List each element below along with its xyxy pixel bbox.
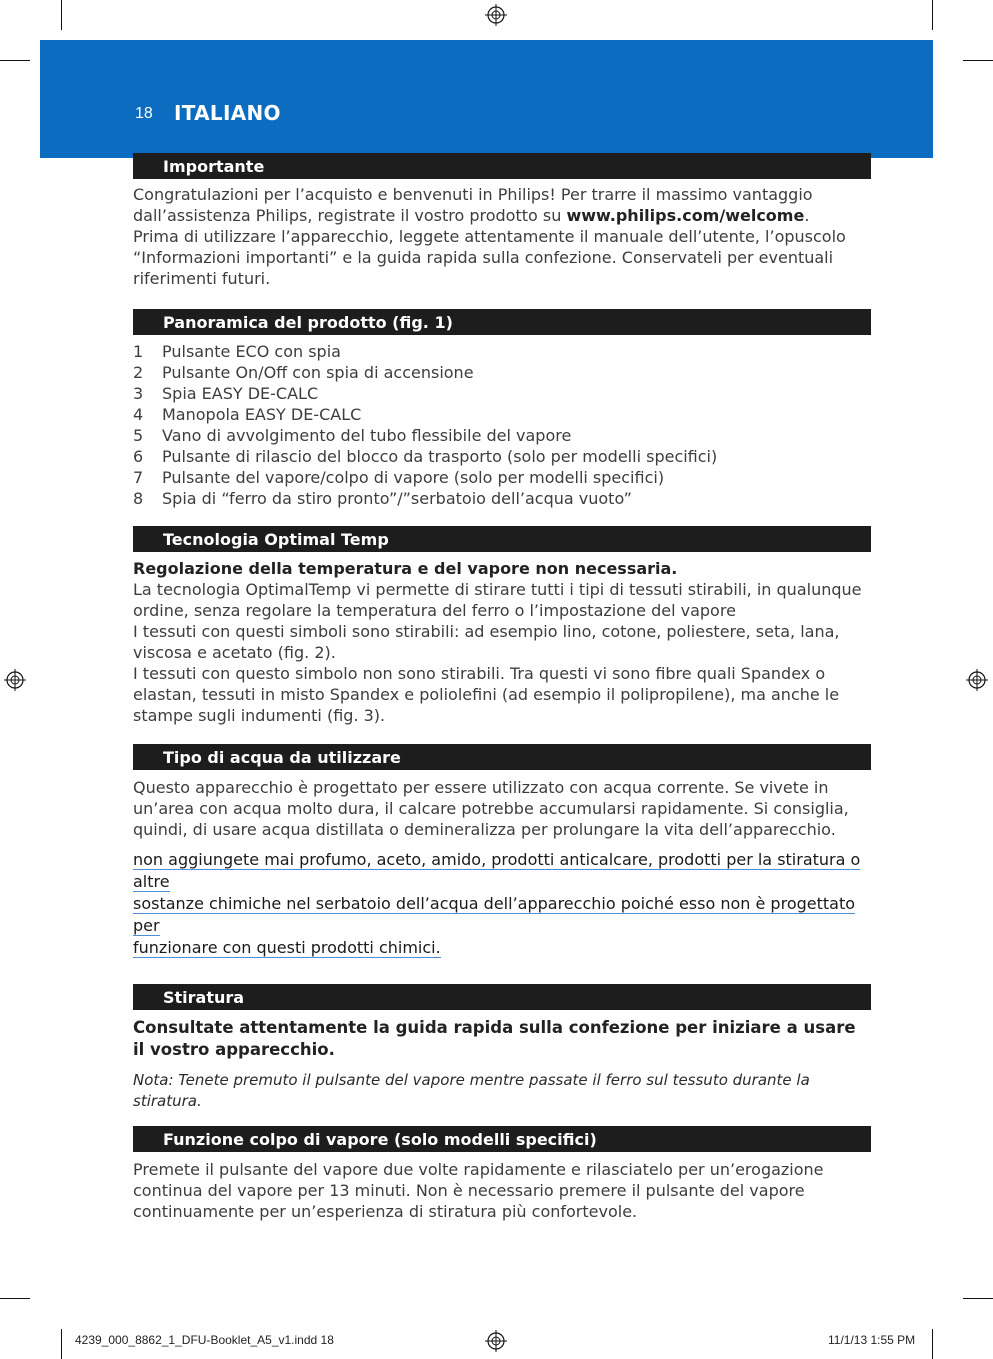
list-item	[133, 446, 871, 467]
warning-line: sostanze chimiche nel serbatoio dell’acqua dell’apparecchio poiché esso non è progettato per	[133, 894, 856, 935]
importante-paragraph-2: Prima di utilizzare l’apparecchio, leggete attentamente il manuale dell’utente, l’opuscolo “Informazioni importanti” e la guida rapida sulla confezione. Conservateli per eventuali riferimenti futuri.	[133, 227, 846, 288]
registration-mark-icon	[4, 669, 26, 691]
section-heading-acqua: Tipo di acqua da utilizzare	[133, 744, 871, 770]
stiratura-note: Nota: Tenete premuto il pulsante del vapore mentre passate il ferro sul tessuto durante la stiratura.	[133, 1071, 810, 1110]
footer-file-slug: 4239_000_8862_1_DFU-Booklet_A5_v1.indd 18	[75, 1333, 334, 1347]
footer-date: 11/1/13 1:55 PM	[828, 1333, 916, 1347]
section-heading-panoramica: Panoramica del prodotto (fig. 1)	[133, 309, 871, 335]
page-number: 18	[135, 105, 153, 122]
page-header-band	[40, 40, 933, 158]
crop-mark	[932, 1329, 933, 1359]
list-text: Pulsante del vapore/colpo di vapore (solo per modelli specifici)	[162, 468, 665, 487]
list-text: Pulsante On/Off con spia di accensione	[162, 363, 474, 382]
water-warning	[133, 849, 871, 959]
registration-mark-icon	[966, 669, 988, 691]
warning-line: funzionare con questi prodotti chimici.	[133, 938, 441, 957]
section-heading-colpo-vapore: Funzione colpo di vapore (solo modelli specifici)	[133, 1126, 871, 1152]
list-item	[133, 341, 871, 362]
section-heading-importante: Importante	[133, 153, 871, 179]
optimal-paragraph-2: I tessuti con questi simboli sono stirabili: ad esempio lino, cotone, poliestere, seta, lana, viscosa e acetato (fig. 2).	[133, 622, 840, 662]
crop-mark	[0, 1298, 30, 1299]
list-number: 5	[133, 426, 144, 445]
warning-line: non aggiungete mai profumo, aceto, amido, prodotti anticalcare, prodotti per la stiratura o altre	[133, 850, 861, 891]
list-item	[133, 425, 871, 446]
list-text: Vano di avvolgimento del tubo flessibile del vapore	[162, 426, 572, 445]
optimal-paragraph-3: I tessuti con questo simbolo non sono stirabili. Tra questi vi sono fibre quali Spandex o elastan, tessuti in misto Spandex e poliolefini (ad esempio il polipropilene), ma anche le stampe sugli indumenti (fig. 3).	[133, 664, 840, 725]
list-text: Pulsante ECO con spia	[162, 342, 341, 361]
stiratura-lead: Consultate attentamente la guida rapida sulla confezione per iniziare a usare il vostro apparecchio.	[133, 1018, 856, 1059]
list-number: 2	[133, 363, 144, 382]
list-item	[133, 488, 871, 509]
crop-mark	[932, 0, 933, 30]
crop-mark	[61, 1329, 62, 1359]
importante-text-end: .	[804, 206, 810, 225]
optimal-lead: Regolazione della temperatura e del vapore non necessaria.	[133, 559, 678, 578]
list-text: Spia di “ferro da stiro pronto”/”serbatoio dell’acqua vuoto”	[162, 489, 632, 508]
registration-mark-icon	[485, 4, 507, 26]
welcome-link[interactable]: www.philips.com/welcome	[566, 206, 805, 225]
list-number: 7	[133, 468, 144, 487]
list-number: 1	[133, 342, 144, 361]
list-item	[133, 467, 871, 488]
list-number: 4	[133, 405, 144, 424]
list-number: 3	[133, 384, 144, 403]
list-item	[133, 362, 871, 383]
page-content	[133, 153, 871, 1222]
crop-mark	[963, 60, 993, 61]
section-heading-optimal-temp: Tecnologia Optimal Temp	[133, 526, 871, 552]
list-number: 8	[133, 489, 144, 508]
registration-mark-icon	[485, 1330, 507, 1352]
list-item	[133, 383, 871, 404]
crop-mark	[61, 0, 62, 30]
colpo-paragraph: Premete il pulsante del vapore due volte rapidamente e rilasciatelo per un’erogazione continua del vapore per 13 minuti. Non è necessario premere il pulsante del vapore continuamente per un’esperienza di stiratura più confortevole.	[133, 1160, 824, 1221]
importante-paragraph	[133, 184, 871, 226]
product-parts-list	[133, 341, 871, 509]
list-number: 6	[133, 447, 144, 466]
optimal-paragraph-1: La tecnologia OptimalTemp vi permette di stirare tutti i tipi di tessuti stirabili, in qualunque ordine, senza regolare la temperatura del ferro o l’impostazione del vapore	[133, 580, 862, 620]
importante-text: Congratulazioni per l’acquisto e benvenuti in Philips! Per trarre il massimo vantaggio dall’assistenza Philips, registrate il vostro prodotto su	[133, 185, 813, 225]
crop-mark	[0, 60, 30, 61]
list-text: Manopola EASY DE-CALC	[162, 405, 362, 424]
crop-mark	[963, 1298, 993, 1299]
list-text: Spia EASY DE-CALC	[162, 384, 319, 403]
acqua-paragraph: Questo apparecchio è progettato per essere utilizzato con acqua corrente. Se vivete in un’area con acqua molto dura, il calcare potrebbe accumularsi rapidamente. Si consiglia, quindi, di usare acqua distillata o demineralizza per prolungare la vita dell’apparecchio.	[133, 778, 849, 839]
list-item	[133, 404, 871, 425]
list-text: Pulsante di rilascio del blocco da trasporto (solo per modelli specifici)	[162, 447, 718, 466]
section-heading-stiratura: Stiratura	[133, 984, 871, 1010]
language-title: ITALIANO	[174, 101, 281, 125]
